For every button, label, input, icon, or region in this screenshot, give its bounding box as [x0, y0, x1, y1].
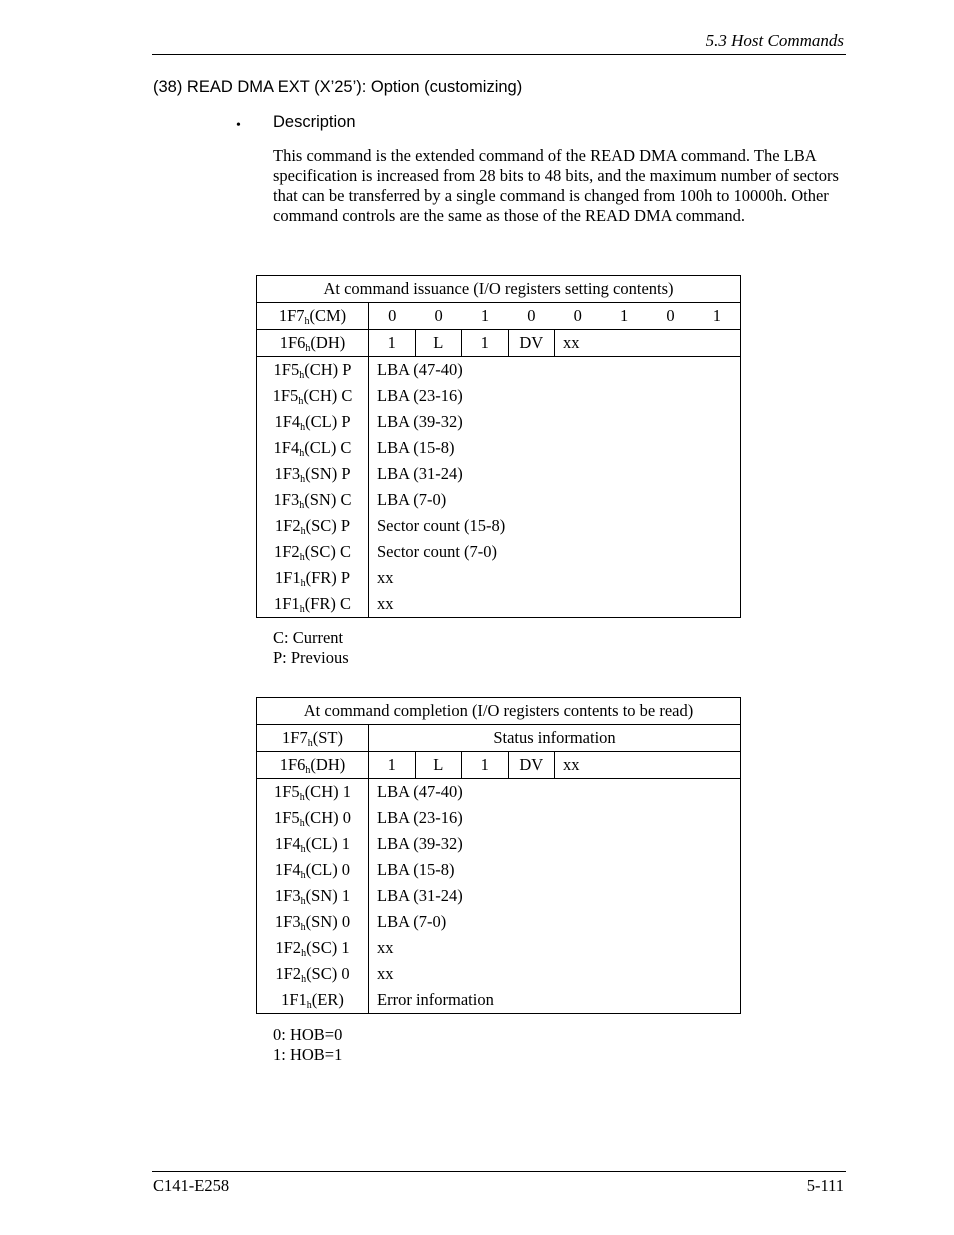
hex-suffix: h: [301, 948, 307, 959]
bullet-marker: •: [236, 118, 241, 133]
register-label: (FR) C: [304, 594, 351, 613]
register-block-row: [257, 779, 741, 1014]
register-name: [257, 487, 368, 513]
register-address: 1F2: [274, 542, 300, 561]
dh-row: [257, 752, 741, 779]
bit-cell-rest: xx: [555, 752, 741, 779]
register-label: (SC) 1: [306, 938, 350, 957]
register-address: 1F2: [275, 964, 302, 983]
register-value: LBA (15-8): [377, 438, 455, 457]
register-name: $1F6_h(DH)$: [257, 752, 369, 779]
bit-cell: DV: [508, 752, 555, 779]
register-names-column: [257, 779, 369, 1014]
bit-value: 1: [619, 306, 629, 325]
bit-value: 1: [480, 306, 490, 325]
register-values-column: [369, 357, 741, 618]
register-label: (CL) P: [305, 412, 351, 431]
hex-suffix: h: [306, 1000, 312, 1011]
register-address: 1F3: [274, 912, 301, 931]
section-heading: (38) READ DMA EXT (X’25’): Option (customizing): [153, 78, 523, 96]
register-value: LBA (23-16): [377, 808, 463, 827]
hex-suffix: h: [300, 474, 306, 485]
register-name: [257, 435, 368, 461]
register-label: (ER): [311, 990, 344, 1009]
register-address: 1F3: [274, 464, 301, 483]
bit-value: 0: [527, 306, 536, 325]
hex-suffix: h: [299, 792, 305, 803]
register-label: (CL) C: [304, 438, 352, 457]
register-value: LBA (39-32): [377, 412, 463, 431]
register-name: $1F6_h(DH)$: [257, 330, 369, 357]
hex-suffix: h: [299, 818, 305, 829]
register-value: xx: [377, 964, 394, 983]
register-name: [257, 383, 368, 409]
st-row: [257, 725, 741, 752]
completion-register-table: [256, 697, 741, 1014]
table-caption: At command completion (I/O registers contents to be read): [257, 698, 741, 725]
hex-suffix: h: [300, 422, 306, 433]
register-address: 1F4: [274, 834, 301, 853]
register-address: 1F4: [274, 412, 301, 431]
bit-value: 0: [573, 306, 582, 325]
register-name: [257, 831, 368, 857]
register-label: (CH) 0: [304, 808, 351, 827]
register-label: (CL) 0: [305, 860, 351, 879]
status-information: Status information: [369, 725, 741, 752]
issuance-register-table: [256, 275, 741, 618]
register-label: (CH) 1: [304, 782, 351, 801]
register-address: 1F2: [274, 516, 301, 535]
register-value: xx: [377, 594, 394, 613]
footer-rule: [152, 1171, 846, 1172]
table-note-hob0: 0: HOB=0: [273, 1025, 343, 1044]
register-address: 1F4: [273, 438, 300, 457]
hex-suffix: h: [298, 396, 304, 407]
register-names-column: [257, 357, 369, 618]
register-name: [257, 539, 368, 565]
register-name: [257, 987, 368, 1013]
hex-suffix: h: [300, 526, 306, 537]
hex-suffix: h: [300, 896, 306, 907]
register-address: 1F1: [274, 568, 301, 587]
register-address: 1F5: [274, 782, 300, 801]
register-name: [257, 513, 368, 539]
register-label: (CH) C: [303, 386, 353, 405]
register-value: LBA (47-40): [377, 360, 463, 379]
cm-row: [257, 303, 741, 330]
running-header: 5.3 Host Commands: [705, 31, 844, 50]
register-label: (SN) 1: [305, 886, 351, 905]
bit-value: 1: [712, 306, 721, 325]
register-value: Sector count (7-0): [377, 542, 498, 561]
register-name: [257, 805, 368, 831]
hex-suffix: h: [300, 844, 306, 855]
register-label: (CL) 1: [305, 834, 351, 853]
dh-row: [257, 330, 741, 357]
register-address: 1F4: [274, 860, 301, 879]
register-value: LBA (23-16): [377, 386, 463, 405]
document-id: C141-E258: [153, 1176, 230, 1195]
hex-suffix: h: [301, 974, 307, 985]
header-rule: [152, 54, 846, 55]
register-name: $1F7_h(ST)$: [257, 725, 369, 752]
register-address: 1F1: [274, 594, 300, 613]
register-value: LBA (7-0): [377, 490, 447, 509]
register-value: LBA (31-24): [377, 886, 463, 905]
register-name: [257, 591, 368, 617]
bit-cell-rest: xx: [555, 330, 741, 357]
hex-suffix: h: [299, 500, 305, 511]
register-name: [257, 779, 368, 805]
register-label: (FR) P: [305, 568, 351, 587]
register-name: [257, 409, 368, 435]
register-value: LBA (7-0): [377, 912, 447, 931]
bit-cell: 1: [462, 330, 509, 357]
table-note-current: C: Current: [273, 628, 344, 647]
cm-bits: [369, 303, 741, 330]
hex-suffix: h: [300, 870, 306, 881]
register-block-row: [257, 357, 741, 618]
register-value: xx: [377, 568, 394, 587]
register-label: (SN) 0: [305, 912, 351, 931]
register-address: 1F3: [274, 886, 301, 905]
register-label: (SN) P: [305, 464, 351, 483]
bit-value: 0: [388, 306, 397, 325]
register-name: [257, 857, 368, 883]
hex-suffix: h: [299, 448, 305, 459]
hex-suffix: h: [299, 552, 305, 563]
bit-value: 0: [434, 306, 443, 325]
register-label: (CH) P: [304, 360, 352, 379]
register-value: LBA (47-40): [377, 782, 463, 801]
register-label: (SC) C: [304, 542, 351, 561]
hex-suffix: h: [300, 578, 306, 589]
bit-value: 0: [666, 306, 675, 325]
register-address: 1F3: [273, 490, 300, 509]
hex-suffix: h: [299, 370, 305, 381]
bit-cell: L: [415, 330, 462, 357]
description-paragraph: This command is the extended command of the READ DMA command. The LBA specification is increased from 28 bits to 48 bits, and the maximum number of sectors that can be transferred by a single command is changed from 100h to 10000h. Other command controls are the same as those of the READ DMA command.: [273, 146, 839, 225]
register-address: 1F5: [273, 360, 300, 379]
register-name: [257, 357, 368, 383]
register-name: $1F7_h(CM)$: [257, 303, 369, 330]
subheading-description: Description: [273, 113, 356, 131]
register-address: 1F5: [272, 386, 299, 405]
register-address: 1F2: [275, 938, 302, 957]
register-address: 1F5: [274, 808, 300, 827]
bit-cell: 1: [462, 752, 509, 779]
register-name: [257, 565, 368, 591]
register-value: xx: [377, 938, 394, 957]
bit-cell: DV: [508, 330, 555, 357]
register-name: [257, 461, 368, 487]
register-value: LBA (31-24): [377, 464, 463, 483]
bit-cell: 1: [369, 752, 416, 779]
register-label: (SC) P: [305, 516, 351, 535]
table-caption-row: [257, 276, 741, 303]
register-label: (SC) 0: [306, 964, 350, 983]
register-address: 1F1: [281, 990, 307, 1009]
page-number: 5-111: [806, 1176, 844, 1195]
hex-suffix: h: [300, 922, 306, 933]
register-name: [257, 935, 368, 961]
register-label: (SN) C: [304, 490, 352, 509]
register-values-column: [369, 779, 741, 1014]
register-value: LBA (39-32): [377, 834, 463, 853]
register-name: [257, 909, 368, 935]
table-caption: At command issuance (I/O registers setting contents): [257, 276, 741, 303]
hex-suffix: h: [299, 604, 305, 615]
register-name: [257, 883, 368, 909]
register-value: Error information: [377, 990, 494, 1009]
bit-cell: L: [415, 752, 462, 779]
table-caption-row: [257, 698, 741, 725]
register-value: LBA (15-8): [377, 860, 455, 879]
register-name: [257, 961, 368, 987]
register-value: Sector count (15-8): [377, 516, 506, 535]
table-note-hob1: 1: HOB=1: [273, 1045, 343, 1064]
bit-cell: 1: [369, 330, 416, 357]
table-note-previous: P: Previous: [273, 648, 349, 667]
